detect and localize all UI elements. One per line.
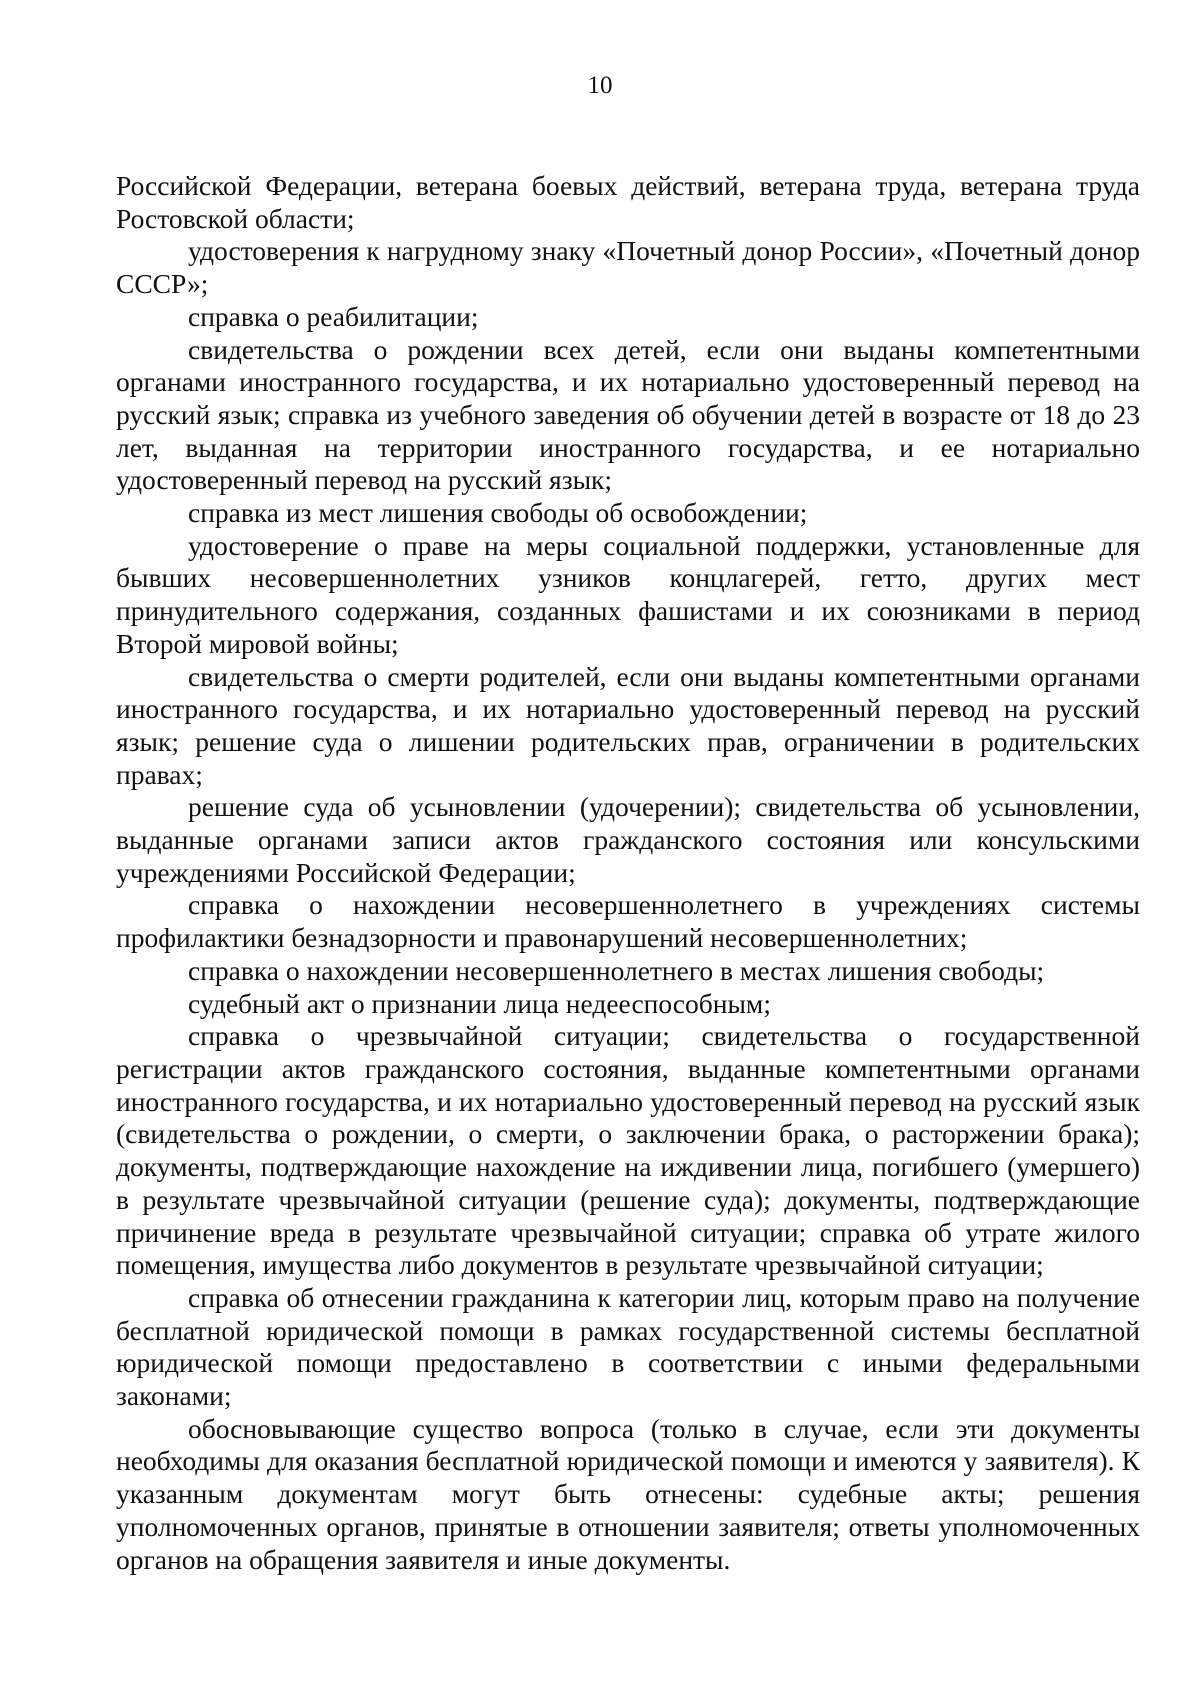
paragraph-birth-certificates: свидетельства о рождении всех детей, если они выданы компетентными органами иностранного государства, и их нотариально удостоверенный перевод на русский язык; справка из учебного заведения об обучении детей в возрасте от 18 до 23 лет, выданная на территории иностранного государства, и ее нотариально удостоверенный перевод на русский язык; [116, 333, 1140, 496]
paragraph-detention: справка о нахождении несовершеннолетнего в местах лишения свободы; [188, 954, 1045, 986]
paragraph-former-prisoners: удостоверение о праве на меры социальной поддержки, установленные для бывших несовершеннолетних узников концлагерей, гетто, других мест принудительного содержания, созданных фашистами и их союзниками в период Второй мировой войны; [116, 529, 1140, 659]
paragraph-release-certificate: справка из мест лишения свободы об освобождении; [188, 497, 808, 529]
paragraph-adoption: решение суда об усыновлении (удочерении); свидетельства об усыновлении, выданные органами записи актов гражданского состояния или консульскими учреждениями Российской Федерации; [116, 791, 1140, 888]
document-body [116, 170, 1140, 1576]
paragraph-donor-badge: удостоверения к нагрудному знаку «Почетный донор России», «Почетный донор СССР»; [116, 235, 1140, 300]
paragraph-death-certificates: свидетельства о смерти родителей, если они выданы компетентными органами иностранного государства, и их нотариально удостоверенный перевод на русский язык; решение суда о лишении родительских прав, ограничении в родительских правах; [116, 660, 1140, 790]
page-number: 10 [587, 72, 613, 99]
paragraph-rehabilitation: справка о реабилитации; [188, 300, 479, 332]
paragraph-prevention-institutions: справка о нахождении несовершеннолетнего в учреждениях системы профилактики безнадзорности и правонарушений несовершеннолетних; [116, 889, 1140, 954]
paragraph-emergency: справка о чрезвычайной ситуации; свидетельства о государственной регистрации актов гражданского состояния, выданные компетентными органами иностранного государства, и их нотариально удостоверенный перевод на русский язык (свидетельства о рождении, о смерти, о заключении брака, о расторжении брака); документы, подтверждающие нахождение на иждивении лица, погибшего (умершего) в результате чрезвычайной ситуации (решение суда); документы, подтверждающие причинение вреда в результате чрезвычайной ситуации; справка об утрате жилого помещения, имущества либо документов в результате чрезвычайной ситуации; [116, 1020, 1140, 1281]
paragraph-supporting-documents: обосновывающие существо вопроса (только в случае, если эти документы необходимы для оказания бесплатной юридической помощи и имеются у заявителя). К указанным документам могут быть отнесены: судебные акты; решения уполномоченных органов, принятые в отношении заявителя; ответы уполномоченных органов на обращения заявителя и иные документы. [116, 1412, 1140, 1575]
paragraph-veteran-status: Российской Федерации, ветерана боевых действий, ветерана труда, ветерана труда Ростовской области; [116, 170, 1140, 234]
paragraph-incapacity: судебный акт о признании лица недееспособным; [188, 987, 771, 1019]
paragraph-legal-aid-category: справка об отнесении гражданина к категории лиц, которым право на получение бесплатной юридической помощи в рамках государственной системы бесплатной юридической помощи предоставлено в соответствии с иными федеральными законами; [116, 1281, 1140, 1412]
